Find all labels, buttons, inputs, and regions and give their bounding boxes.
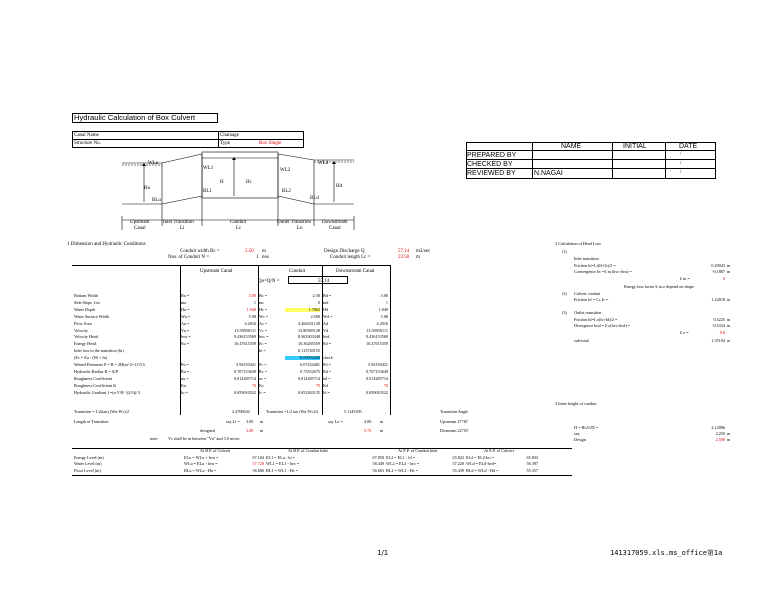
fi-value: 0 — [722, 276, 725, 281]
conduit-symbol: nc = — [259, 375, 267, 381]
upstream-symbol: Iu = — [181, 389, 188, 395]
conduit-symbol: Ec = — [259, 341, 267, 347]
angle-upstream: Upstream 27°30' — [440, 419, 469, 424]
upstream-value: 9.436153569 — [234, 334, 256, 340]
upstream-value: 4.2016 — [244, 320, 256, 326]
level-value-5: 56.397 — [526, 461, 538, 467]
downstream-value: 9.436153569 — [366, 334, 388, 340]
conduit-symbol: Wc = — [259, 313, 269, 319]
conduit-value: 2.500 — [310, 313, 320, 319]
conduit-symbol: hvc = — [259, 334, 269, 340]
downstream-value: 13.59950111 — [366, 327, 388, 333]
upstream-symbol: Pu = — [181, 362, 189, 367]
approval-name-header: NAME — [561, 143, 582, 150]
diagram-downstream-label: Downstream — [322, 220, 348, 225]
level-value-5: 55.357 — [526, 467, 538, 473]
downstream-value: 70 — [383, 382, 388, 388]
levels-header-3: At E.P. of Conduit Inlet — [398, 448, 438, 453]
upstream-value: 10.47615359 — [234, 341, 256, 347]
qn-label: Qo=Q/N = — [258, 279, 280, 284]
level-value-1: 56.680 — [252, 467, 264, 473]
prepared-date: / — [680, 152, 682, 157]
conduit-symbol: Vc = — [259, 327, 268, 333]
downstream-symbol: Hd — [323, 306, 329, 312]
row-label: Water Depth — [74, 306, 96, 312]
upstream-value: 13.59950111 — [234, 327, 256, 333]
diagram-h1-label: H — [220, 180, 224, 185]
say-li-label: say Li = — [226, 419, 240, 424]
conduit-len-unit: m — [416, 255, 420, 260]
angle-downstream: Dwnream 22°30' — [440, 428, 469, 433]
level-value-3: 56.663 — [372, 467, 384, 473]
canal-name-label: Canal Name — [74, 133, 99, 138]
conduit-width-value: 2.50 — [245, 249, 254, 254]
design-value: 2.500 — [715, 437, 725, 442]
type-label: Type — [220, 141, 230, 146]
conduit-value: 70 — [315, 382, 320, 388]
col-upstream-header: Upstream Canal — [200, 269, 233, 274]
say-lo-label: say Lo = — [328, 419, 343, 424]
row-label: (Ec = Eu - (Hi + hi) — [74, 355, 108, 361]
level-label: Energy Level (m) — [74, 455, 104, 460]
page-number: 1/1 — [377, 549, 389, 557]
say-li-unit: m — [260, 419, 264, 424]
checked-by-label: CHECKED BY — [467, 161, 513, 168]
conduit-symbol: Ac = — [259, 320, 268, 326]
downstream-symbol: Ad — [323, 320, 329, 326]
conduit-value: 6.07234481 — [300, 362, 320, 367]
s2-item3: (3) — [562, 310, 567, 315]
note-text: Vc shall be in between "Vu" and 3.0 m/sec — [168, 436, 240, 441]
conduit-symbol: Rc = — [259, 368, 268, 374]
row-label: Water Surface Width — [74, 313, 109, 319]
conduit-friction-label: Friction hf = Lc Ic = — [574, 297, 609, 302]
page-title: Hydraulic Calculation of Box Culvert — [74, 113, 196, 122]
col-conduit-header: Conduit — [289, 269, 306, 274]
transition-label: Transition = 1/2(tan) (Wu-Wc)/2 — [74, 409, 129, 414]
say-lo-value: 4.00 — [364, 419, 372, 424]
s2-item2: (2) — [562, 291, 567, 296]
inlet-convergence-unit: m — [727, 269, 731, 274]
downstream-symbol: Vd — [323, 327, 329, 333]
inlet-convergence-label: Convergence hc =£ m (hvc-hvu) = — [574, 269, 632, 274]
level-value-3: 58.449 — [372, 461, 384, 467]
design-q-label: Design Discharge Q — [324, 249, 365, 254]
diagram-li-label: Li — [180, 226, 185, 231]
diagram-outlet-label: Outlet Transition — [277, 220, 312, 225]
conduit-friction-value: 1.22818 — [711, 297, 725, 302]
conduit-width-label: Conduit width Bc = — [180, 249, 220, 254]
upstream-symbol: hvu = — [181, 334, 191, 340]
downstream-symbol: Ed = — [323, 341, 332, 347]
inlet-friction-value: 0.29043 — [711, 263, 725, 268]
conduit-symbol: Pc = — [259, 362, 267, 367]
downstream-symbol: nd = — [323, 375, 331, 381]
downstream-symbol: Pd = — [323, 362, 331, 367]
conduit-symbol: Ic = — [259, 389, 266, 395]
diagram-inlet-label: Inlet Transition — [163, 220, 194, 225]
say-unit: m — [727, 431, 731, 436]
energy-loss-note: Energy loss factor £ m,o depend on shape — [624, 284, 694, 289]
diagram-hd-label: Hd — [336, 184, 343, 189]
section2-title: 2 Calculation of Head Loss — [555, 241, 601, 246]
upstream-symbol: Wu = — [181, 313, 191, 319]
say-value: 2.250 — [715, 431, 725, 436]
diagram-lc-label: Lc — [236, 226, 242, 231]
say-lo-unit: m — [380, 419, 384, 424]
conduit-symbol: Bc = — [259, 293, 268, 298]
downstream-value: 1 — [385, 299, 388, 305]
downstream-value: 5.94150421 — [368, 362, 388, 367]
level-value-3: 67.050 — [372, 455, 384, 460]
conduit-symbol: mc — [259, 299, 265, 305]
row-label: Velocity — [74, 327, 88, 333]
outlet-divergence-value: -0.5334 — [712, 323, 725, 328]
conduit-symbol: Kc — [259, 382, 264, 388]
conduit-value: 4.466431138 — [298, 320, 320, 326]
conduit-value: 0.73552675 — [300, 368, 320, 374]
row-label: Wetted Perimeter P = B + 2H(m^2+1)^0.5 — [74, 362, 145, 367]
designed-lo-value: 5.75 — [364, 428, 372, 433]
level-value-1: 67.104 — [252, 455, 264, 460]
diagram-bl1-label: BL1 — [203, 189, 212, 194]
upstream-value: 5.08 — [248, 313, 256, 319]
upstream-symbol: Ru = — [181, 368, 190, 374]
no-conduit-value: 1 — [256, 255, 259, 260]
s2-item1: (1) — [562, 249, 567, 254]
diagram-blu-label: BLu — [152, 198, 161, 203]
no-conduit-label: Nos. of Conduit N = — [168, 255, 210, 260]
level-label: Floor Level (m) — [74, 467, 101, 473]
downstream-symbol: hvd — [323, 334, 330, 340]
outlet-friction-value: 0.5225 — [713, 317, 725, 322]
level-formula-5: ELd = EL2-ho = — [466, 455, 494, 460]
downstream-value: 0.014285714 — [366, 375, 388, 381]
h-value: 2.12086 — [711, 425, 725, 430]
level-value-1: 57.720 — [252, 461, 264, 467]
upstream-symbol: Au = — [181, 320, 190, 326]
transition-value-2: 5.1145395 — [344, 409, 362, 414]
level-label: Water Level (m) — [74, 461, 102, 467]
conduit-friction-unit: m — [727, 297, 731, 302]
downstream-value: 0.707153649 — [366, 368, 388, 374]
upstream-value: 3.00 — [248, 293, 256, 298]
diagram-downstream-canal: Canal — [329, 226, 341, 231]
design-q-value: 57.14 — [398, 249, 410, 254]
chainage-label: Chainage — [220, 133, 239, 138]
upstream-value: 5.94150421 — [236, 362, 256, 367]
approval-initial-header: INITIAL — [623, 143, 647, 150]
upstream-symbol: Eu = — [181, 341, 190, 347]
fo-value: 0.6 — [719, 330, 725, 335]
reviewed-date: / — [680, 170, 682, 175]
conduit-value: 0.052263135 — [298, 389, 320, 395]
diagram-bl2-label: BL2 — [282, 189, 291, 194]
level-value-4: 65.822 — [452, 455, 464, 460]
downstream-symbol: Wd = — [323, 313, 333, 319]
level-formula-2: WL1 = EL1 - hvc = — [266, 461, 300, 467]
level-formula-4: EL2 = EL1 - hf = — [386, 455, 416, 460]
downstream-value: 3.00 — [380, 293, 388, 298]
downstream-symbol: Id = — [323, 389, 330, 395]
downstream-value: 5.08 — [380, 313, 388, 319]
subtotal-label: sub-total — [574, 338, 589, 343]
outlet-friction-unit: m — [727, 317, 731, 322]
say-li-value: 3.00 — [246, 419, 254, 424]
conduit-len-label: Conduit length Lc = — [330, 255, 371, 260]
row-label: Inlet loss in the transition (hi) — [74, 348, 124, 354]
note-label: note: — [150, 436, 159, 441]
say-label: say — [574, 431, 580, 436]
diagram-conduit-label: Conduit — [230, 220, 247, 225]
upstream-symbol: Ku — [181, 382, 187, 388]
designed-label: designed — [200, 428, 215, 433]
upstream-value: 0.059010522 — [234, 389, 256, 395]
upstream-value: 1 — [253, 299, 256, 305]
designed-li-value: 3.00 — [246, 428, 254, 433]
level-formula-2: BL1 = WL1 - Hc = — [266, 467, 299, 473]
diagram-lo-label: Lo — [297, 226, 303, 231]
designed-lo-unit: m — [380, 428, 384, 433]
length-transition-label: Length of Transition — [74, 419, 109, 424]
conduit-value: 0.113740155 — [298, 348, 320, 354]
conduit-value: 0.014285714 — [298, 375, 320, 381]
row-label: Energy Head — [74, 341, 96, 347]
outlet-transition-title: Outlet transition — [574, 310, 602, 315]
upstream-symbol: Hu = — [181, 306, 190, 312]
h-label: H = Hc/0.85 = — [574, 425, 599, 430]
fi-label: £ m = — [680, 276, 690, 281]
levels-header-2: At B.P. of Conduit Inlet — [288, 448, 328, 453]
inlet-friction-unit: m — [727, 263, 731, 268]
col-downstream-header: Downstream Canal — [336, 269, 375, 274]
transition-value-1: 2.4700642 — [232, 409, 250, 414]
conduit-value: 8.363303448 — [298, 334, 320, 340]
row-label: Roughness Coefficient K — [74, 382, 117, 388]
diagram-upstream-canal: Canal — [134, 226, 146, 231]
checked-date: / — [680, 161, 682, 166]
file-name: 141317059.xls.ms_office第1a — [610, 549, 723, 557]
downstream-value: 10.47615359 — [366, 341, 388, 347]
reviewed-by-name: N.NAGAI — [534, 170, 563, 177]
conduit-value: -0.00004208 — [285, 356, 320, 360]
outlet-friction-label: Friction hf=Lo(Ic+Id)/2 = — [574, 317, 618, 322]
levels-header-1: At B.P. of Culvert — [200, 448, 231, 453]
reviewed-by-label: REVIEWED BY — [467, 170, 516, 177]
culvert-conduit-title: Culvert conduit — [574, 291, 601, 296]
downstream-value: 4.2016 — [376, 320, 388, 326]
structure-no-label: Structure No. — [74, 141, 101, 146]
upstream-symbol: mu — [181, 299, 187, 305]
levels-header-4: At E.P. of Culvert — [484, 448, 514, 453]
level-formula-1: WLu = ELu - hvu = — [184, 461, 218, 467]
conduit-value: 12.80309128 — [298, 327, 320, 333]
inlet-transition-title: Inlet transition — [574, 256, 599, 261]
diagram-hc-label: Hc — [246, 180, 252, 185]
downstream-symbol: Kd — [323, 382, 329, 388]
subtotal-value: 1.35104 — [711, 338, 725, 343]
level-formula-4: BL2 = WL2 - Hc = — [386, 467, 419, 473]
diagram-hu-label: Hu — [144, 186, 151, 191]
diagram-wl2-label: WL2 — [280, 168, 291, 173]
downstream-symbol: check — [323, 355, 333, 361]
level-value-4: 55.439 — [452, 467, 464, 473]
upstream-value: 1.040 — [246, 306, 256, 312]
prepared-by-label: PREPARED BY — [467, 152, 517, 159]
approval-date-header: DATE — [679, 143, 698, 150]
section1-title: 1 Dimension and Hydraulic Conditions — [67, 242, 146, 247]
subtotal-unit: m — [727, 338, 731, 343]
upstream-symbol: nu = — [181, 375, 189, 381]
fo-label: £ o = — [680, 330, 689, 335]
level-value-4: 57.220 — [452, 461, 464, 467]
angle-title: Transition Angle — [440, 409, 469, 414]
row-label: Velocity Head — [74, 334, 98, 340]
row-label: Side Slope 1:m — [74, 299, 100, 305]
type-value: Box Single — [259, 141, 282, 146]
upstream-value: 0.707153649 — [234, 368, 256, 374]
qn-value: 57.14 — [318, 279, 330, 284]
outlet-divergence-label: Divergence hod = £ o(hvc-hvd) = — [574, 323, 631, 328]
downstream-symbol: md — [323, 299, 329, 305]
inlet-convergence-value: -0.1887 — [712, 269, 725, 274]
downstream-symbol: Bd = — [323, 293, 332, 298]
downstream-value: 1.040 — [378, 306, 388, 312]
outlet-divergence-unit: m — [727, 323, 731, 328]
conduit-symbol: Hc = — [259, 306, 268, 312]
conduit-symbol: hi = — [259, 348, 266, 354]
conduit-value: 0 — [317, 299, 320, 305]
design-label: Design — [574, 437, 586, 442]
diagram-wld-label: WLd — [318, 161, 329, 166]
inner-height-title: 3 Inner height of conduit — [555, 401, 597, 406]
downstream-symbol: Rd = — [323, 368, 332, 374]
level-formula-5: WLd = ELd-hvd= — [466, 461, 497, 467]
design-unit: m — [727, 437, 731, 442]
conduit-value: 1.7862 — [285, 308, 320, 312]
inlet-friction-label: Friction hf=Li(If+Ic)/2 = — [574, 263, 616, 268]
diagram-wlu-label: WLu — [148, 161, 159, 166]
downstream-value: 0.059010522 — [366, 389, 388, 395]
row-label: Roughness Coefficient — [74, 375, 113, 381]
designed-li-unit: m — [260, 428, 264, 433]
row-label: Flow Area — [74, 320, 92, 326]
design-q-unit: m3/sec — [416, 249, 431, 254]
upstream-value: 0.014285714 — [234, 375, 256, 381]
conduit-width-unit: m — [262, 249, 266, 254]
upstream-value: 70 — [251, 382, 256, 388]
level-formula-1: ELu = WLu + hvu = — [184, 455, 219, 460]
row-label: Bottom Width — [74, 293, 98, 298]
diagram-wl1-label: WL1 — [203, 166, 214, 171]
level-value-5: 65.833 — [526, 455, 538, 460]
row-label: Hydraulic Radius R = A/P — [74, 368, 119, 374]
qn-box — [288, 276, 348, 284]
upstream-symbol: Bu = — [181, 293, 190, 298]
level-formula-1: BLu = WLu - Hu = — [184, 467, 217, 473]
row-label: Hydraulic Gradient I =(n V/R ^(2/3))^2 — [74, 389, 141, 395]
conduit-value: 2.50 — [312, 293, 320, 298]
level-formula-4: WL2 = EL2 - hvc = — [386, 461, 420, 467]
level-formula-2: EL1 = ELu - hi = — [266, 455, 296, 460]
diagram-upstream-label: Upstream — [130, 220, 150, 225]
transition-mid-label: Transition =1/2 tan (Wu-Wc)/2 — [266, 409, 319, 414]
conduit-len-value: 23.50 — [398, 255, 410, 260]
no-conduit-unit: nos — [262, 255, 269, 260]
conduit-value: 10.36285559 — [298, 341, 320, 347]
upstream-symbol: Vu = — [181, 327, 190, 333]
diagram-bld-label: BLd — [310, 196, 319, 201]
level-formula-5: BLd = WLd - Hd = — [466, 467, 499, 473]
